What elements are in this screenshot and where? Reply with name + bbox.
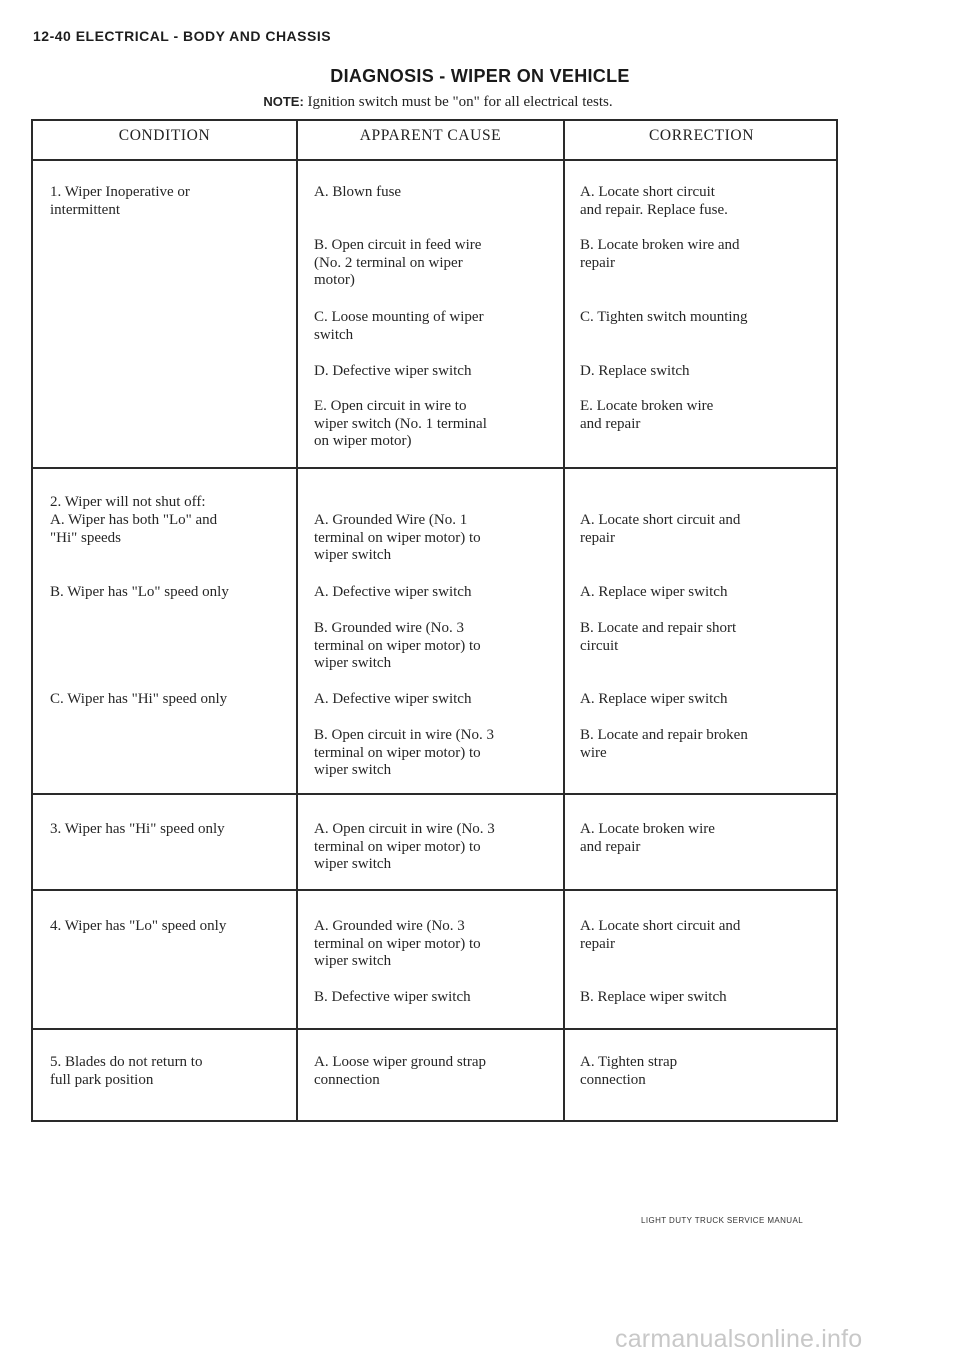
correction-1a: A. Locate short circuit and repair. Replace fuse. [580, 184, 728, 218]
condition-2a: A. Wiper has both "Lo" and "Hi" speeds [50, 512, 218, 546]
correction-2c-b: B. Locate and repair broken wire [580, 727, 748, 761]
cause-2c-a: A. Defective wiper switch [314, 691, 472, 707]
correction-5a: A. Tighten strap connection [580, 1054, 678, 1088]
cause-5a: A. Loose wiper ground strap connection [314, 1054, 487, 1088]
correction-4a: A. Locate short circuit and repair [580, 918, 741, 952]
cause-1b: B. Open circuit in feed wire (No. 2 terminal on wiper motor) [314, 237, 482, 288]
correction-3a: A. Locate broken wire and repair [580, 821, 715, 855]
header-condition: CONDITION [118, 127, 211, 144]
page-footer: LIGHT DUTY TRUCK SERVICE MANUAL [641, 1216, 804, 1225]
cause-4b: B. Defective wiper switch [314, 989, 471, 1005]
diagnosis-table [31, 119, 838, 1122]
correction-1e: E. Locate broken wire and repair [580, 398, 714, 432]
condition-4: 4. Wiper has "Lo" speed only [50, 918, 227, 934]
cause-3a: A. Open circuit in wire (No. 3 terminal on wiper motor) to wiper switch [314, 821, 495, 872]
condition-3: 3. Wiper has "Hi" speed only [50, 821, 225, 837]
note [0, 94, 876, 111]
correction-1d: D. Replace switch [580, 363, 690, 379]
condition-1: 1. Wiper Inoperative or intermittent [50, 184, 190, 218]
header-apparent-cause: APPARENT CAUSE [359, 127, 502, 144]
correction-1b: B. Locate broken wire and repair [580, 237, 740, 271]
cause-2a-a: A. Grounded Wire (No. 1 terminal on wiper motor) to wiper switch [314, 512, 481, 563]
correction-2c-a: A. Replace wiper switch [580, 691, 728, 707]
cause-2c-b: B. Open circuit in wire (No. 3 terminal on wiper motor) to wiper switch [314, 727, 494, 778]
row-divider-4 [33, 1028, 836, 1030]
cause-1d: D. Defective wiper switch [314, 363, 472, 379]
row-divider-2 [33, 793, 836, 795]
correction-2a-a: A. Locate short circuit and repair [580, 512, 741, 546]
row-divider-1 [33, 467, 836, 469]
cause-2b-a: A. Defective wiper switch [314, 584, 472, 600]
condition-5: 5. Blades do not return to full park position [50, 1054, 203, 1088]
note-text: Ignition switch must be "on" for all electrical tests. [303, 94, 613, 110]
row-divider-3 [33, 889, 836, 891]
cause-4a: A. Grounded wire (No. 3 terminal on wiper motor) to wiper switch [314, 918, 481, 969]
condition-2-heading: 2. Wiper will not shut off: [50, 494, 206, 510]
column-divider-2 [563, 121, 565, 1120]
correction-4b: B. Replace wiper switch [580, 989, 727, 1005]
condition-2c: C. Wiper has "Hi" speed only [50, 691, 228, 707]
note-label: NOTE: [263, 94, 304, 109]
header-divider [33, 159, 836, 161]
condition-2b: B. Wiper has "Lo" speed only [50, 584, 229, 600]
cause-1c: C. Loose mounting of wiper switch [314, 309, 484, 343]
cause-2b-b: B. Grounded wire (No. 3 terminal on wiper motor) to wiper switch [314, 620, 481, 671]
cause-1e: E. Open circuit in wire to wiper switch (No. 1 terminal on wiper motor) [314, 398, 487, 449]
correction-2b-b: B. Locate and repair short circuit [580, 620, 737, 654]
watermark: carmanualsonline.info [615, 1325, 863, 1353]
column-divider-1 [296, 121, 298, 1120]
correction-1c: C. Tighten switch mounting [580, 309, 748, 325]
correction-2b-a: A. Replace wiper switch [580, 584, 728, 600]
page-title: DIAGNOSIS - WIPER ON VEHICLE [330, 66, 630, 86]
cause-1a: A. Blown fuse [314, 184, 402, 200]
header-correction: CORRECTION [648, 127, 755, 144]
page-header: 12-40 ELECTRICAL - BODY AND CHASSIS [33, 28, 332, 44]
